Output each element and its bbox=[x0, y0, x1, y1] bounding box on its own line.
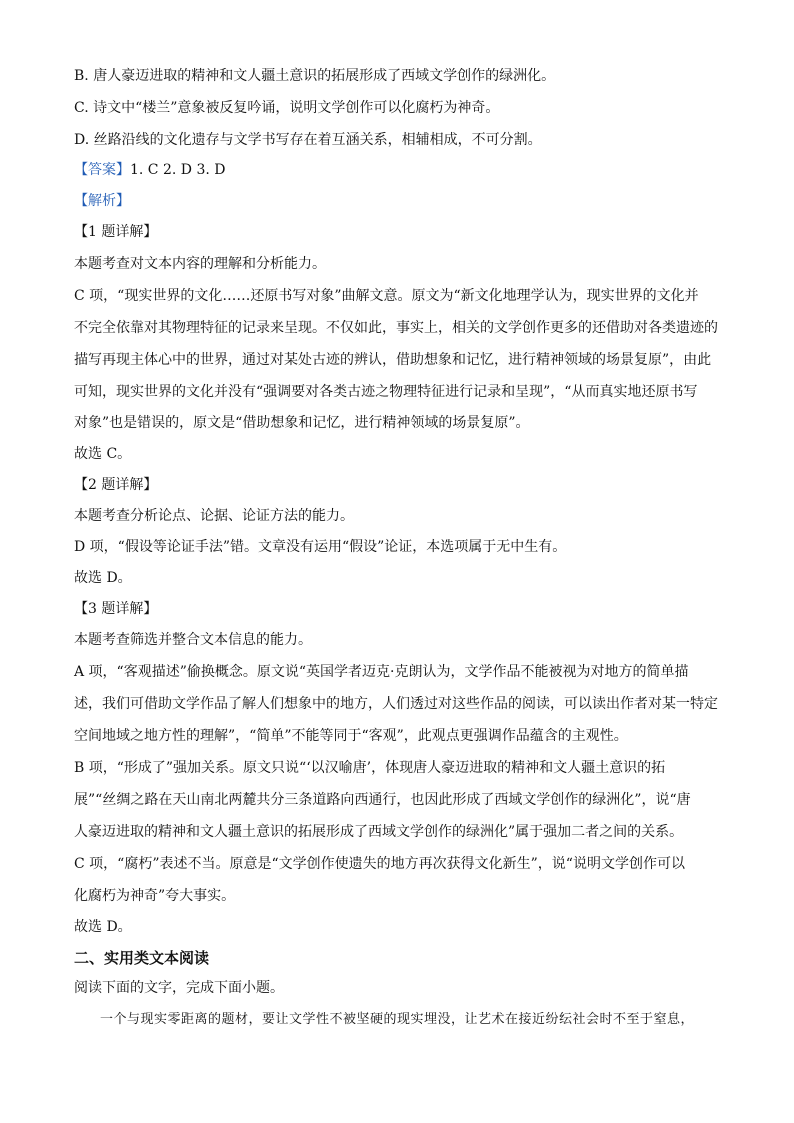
q1-para-line: C 项，“现实世界的文化……还原书写对象”曲解文意。原文为“新文化地理学认为，现实世界的文化并 bbox=[74, 288, 699, 304]
q1-para-line: 描写再现主体心中的世界，通过对某处古迹的辨认，借助想象和记忆，进行精神领域的场景复原”，由此 bbox=[74, 352, 712, 368]
option-d: D. 丝路沿线的文化遗存与文学书写存在着互涵关系，相辅相成，不可分割。 bbox=[74, 132, 542, 148]
passage-first-line: 一个与现实零距离的题材，要让文学性不被坚硬的现实埋没，让艺术在接近纷纭社会时不至于窒息， bbox=[100, 1012, 695, 1027]
option-c: C. 诗文中“楼兰”意象被反复吟诵，说明文学创作可以化腐朽为神奇。 bbox=[74, 100, 500, 116]
q2-para-line: D 项，“假设等论证手法”错。文章没有运用“假设”论证，本选项属于无中生有。 bbox=[74, 539, 567, 555]
q3-para-line: 空间地域之地方性的理解”，“简单”不能等同于“客观”，此观点更强调作品蕴含的主观性。 bbox=[74, 728, 628, 744]
q2-choice: 故选 D。 bbox=[74, 570, 132, 586]
q3-para-line: 化腐朽为神奇”夸大事实。 bbox=[74, 888, 236, 904]
analysis-label: 【解析】 bbox=[74, 193, 130, 209]
section-instruction: 阅读下面的文字，完成下面小题。 bbox=[74, 980, 284, 996]
q2-heading: 【2 题详解】 bbox=[74, 477, 158, 493]
answer-values: 1. C 2. D 3. D bbox=[130, 162, 226, 178]
q1-choice: 故选 C。 bbox=[74, 446, 132, 462]
q3-para-line: 述，我们可借助文学作品了解人们想象中的地方，人们透过对这些作品的阅读，可以读出作者对某一特定 bbox=[74, 696, 718, 712]
q3-para-line: 人豪迈进取的精神和文人疆土意识的拓展形成了西域文学创作的绿洲化”属于强加二者之间的关系。 bbox=[74, 824, 684, 840]
option-b: B. 唐人豪迈进取的精神和文人疆土意识的拓展形成了西域文学创作的绿洲化。 bbox=[74, 68, 556, 84]
q3-para-line: B 项，“形成了”强加关系。原文只说“‘以汉喻唐’，体现唐人豪迈进取的精神和文人疆土意识的拓 bbox=[74, 760, 666, 776]
answer-line bbox=[74, 160, 225, 180]
q3-intro: 本题考查筛选并整合文本信息的能力。 bbox=[74, 632, 312, 648]
q3-heading: 【3 题详解】 bbox=[74, 601, 158, 617]
q1-para-line: 不完全依靠对其物理特征的记录来呈现。不仅如此，事实上，相关的文学创作更多的还借助对各类遗迹的 bbox=[74, 320, 718, 336]
q1-para-line: 可知，现实世界的文化并没有“强调要对各类古迹之物理特征进行记录和呈现”，“从而真实地还原书写 bbox=[74, 384, 698, 400]
q1-heading: 【1 题详解】 bbox=[74, 224, 158, 240]
q3-para-line: 展”“丝绸之路在天山南北两麓共分三条道路向西通行，也因此形成了西域文学创作的绿洲化”，说“唐 bbox=[74, 792, 691, 808]
q3-para-line: C 项，“腐朽”表述不当。原意是“文学创作使遗失的地方再次获得文化新生”，说“说明文学创作可以 bbox=[74, 856, 685, 872]
q2-intro: 本题考查分析论点、论据、论证方法的能力。 bbox=[74, 508, 354, 524]
q3-choice: 故选 D。 bbox=[74, 919, 132, 935]
q3-para-line: A 项，“客观描述”偷换概念。原文说“英国学者迈克·克朗认为，文学作品不能被视为对地方的简单描 bbox=[74, 664, 689, 680]
section-heading: 二、实用类文本阅读 bbox=[74, 949, 210, 967]
q1-intro: 本题考查对文本内容的理解和分析能力。 bbox=[74, 256, 326, 272]
q1-para-line: 对象”也是错误的，原文是“借助想象和记忆，进行精神领域的场景复原”。 bbox=[74, 415, 530, 431]
answer-label: 【答案】 bbox=[74, 162, 130, 178]
